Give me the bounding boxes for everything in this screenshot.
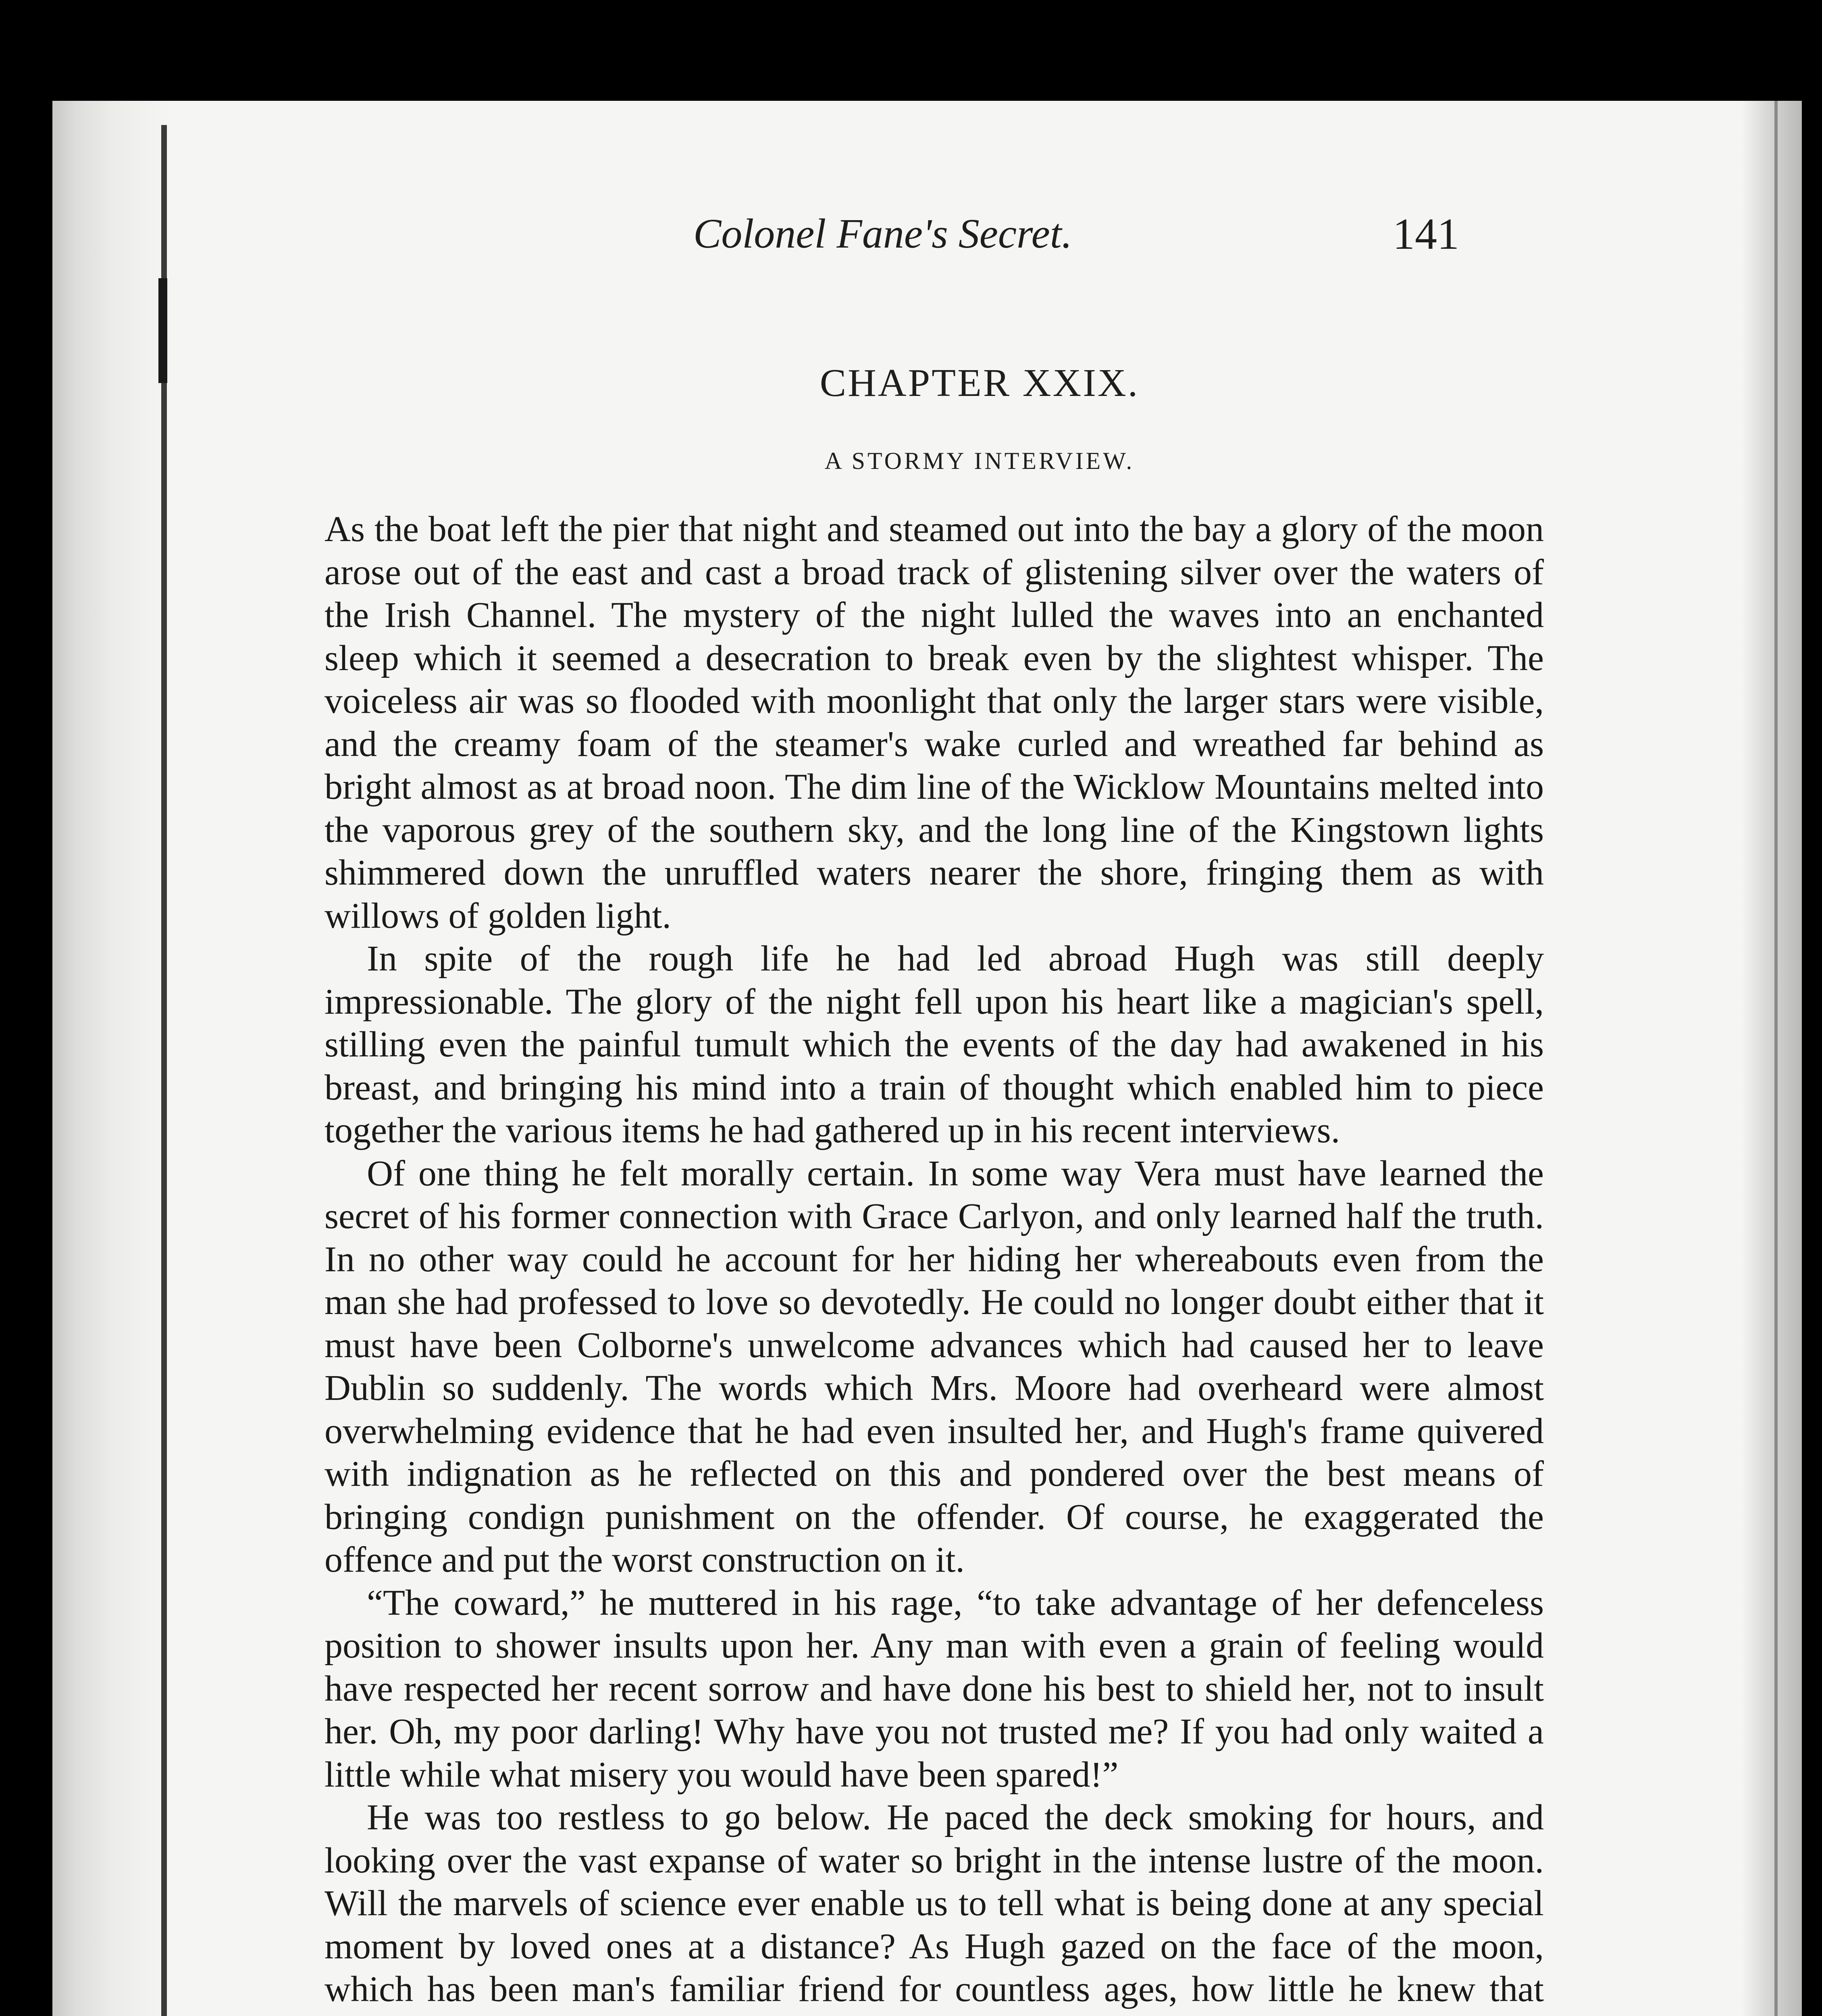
paragraph: “The coward,” he muttered in his rage, “to take advantage of her defenceless position to shower insults upon her. Any man with even a grain of feeling would have respected her recent sorrow and have done his best to shield her, not to insult her. Oh, my poor darling! Why have you not trusted me? If you had only waited a little while what misery you would have been spared!” (324, 1583, 1544, 1795)
page-right-edge-line (1774, 101, 1778, 2016)
body-text (324, 508, 1544, 2011)
running-head (693, 194, 1459, 274)
chapter-subtitle: A STORMY INTERVIEW. (824, 448, 1135, 474)
paragraph: Of one thing he felt morally certain. In some way Vera must have learned the secret of his former connection with Grace Carlyon, and only learned half the truth. In no other way could he account for her hiding her whereabouts even from the man she had professed to love so devotedly. He could no longer doubt either that it must have been Colborne's unwelcome advances which had caused her to leave Dublin so suddenly. The words which Mrs. Moore had overheard were almost overwhelming evidence that he had even insulted her, and Hugh's frame quivered with indignation as he reflected on this and pondered over the best means of bringing condign punishment on the offender. Of course, he exaggerated the offence and put the worst construction on it. (324, 1153, 1544, 1580)
chapter-heading (335, 355, 1624, 479)
gutter-line (161, 125, 167, 2016)
page-number: 141 (1393, 209, 1459, 258)
paragraph: As the boat left the pier that night and steamed out into the bay a glory of the moon arose out of the east and cast a broad track of glistening silver over the waters of the Irish Channel. The mystery of the night lulled the waves into an enchanted sleep which it seemed a desecration to break even by the slightest whisper. The voiceless air was so flooded with moonlight that only the larger stars were visible, and the creamy foam of the steamer's wake curled and wreathed far behind as bright almost as at broad noon. The dim line of the Wicklow Mountains melted into the vaporous grey of the southern sky, and the long line of the Kingstown lights shimmered down the unruffled waters nearer the shore, fringing them as with willows of golden light. (324, 509, 1544, 936)
gutter-mark (158, 278, 167, 383)
paragraph: He was too restless to go below. He paced the deck smoking for hours, and looking over the vast expanse of water so bright in the intense lustre of the moon. Will the marvels of science ever enable us to tell what is being done at any special moment by loved ones at a distance? As Hugh gazed on the face of the moon, which has been man's familiar friend for countless ages, how little he knew that (324, 1797, 1544, 2009)
gutter-shadow (52, 101, 169, 2016)
chapter-title: CHAPTER XXIX. (819, 361, 1140, 405)
page-right-edge (1741, 101, 1802, 2016)
scan-top-border (0, 0, 1822, 101)
running-title: Colonel Fane's Secret. (693, 210, 1072, 257)
paragraph: In spite of the rough life he had led abroad Hugh was still deeply impressionable. The glory of the night fell upon his heart like a magician's spell, stilling even the painful tumult which the events of the day had awakened in his breast, and bringing his mind into a train of thought which enabled him to piece together the various items he had gathered up in his recent interviews. (324, 939, 1544, 1150)
